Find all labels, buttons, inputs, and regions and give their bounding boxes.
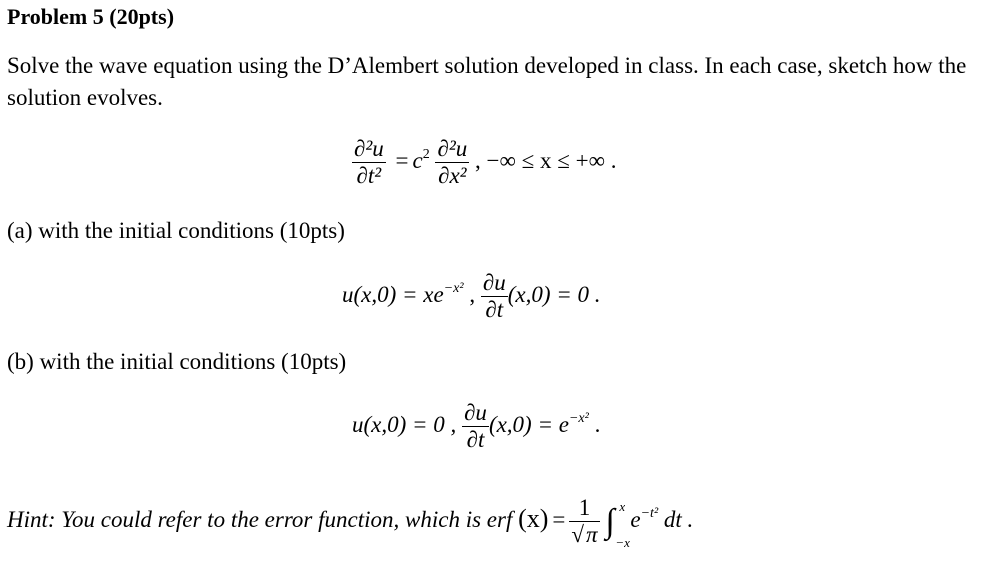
integral-lower-limit: −x [615,534,630,550]
part-a-conditions [342,270,601,323]
part-a-initial-displacement: u(x,0) = xe [342,281,444,307]
part-b-derivative-denominator: ∂t [462,426,489,453]
part-a-derivative-denominator: ∂t [481,296,508,323]
hint-prefactor [569,495,599,548]
part-a-derivative-fraction [481,270,508,323]
sqrt-icon: √ [571,522,585,547]
rhs-numerator: ∂²u [437,136,468,161]
rhs-fraction [435,136,469,189]
lhs-denominator: ∂t² [352,162,386,189]
problem-title: Problem 5 (20pts) [7,4,175,29]
integral-symbol: ∫ [605,502,615,540]
part-a-separator: , [469,281,476,307]
wave-speed-exponent: 2 [422,146,430,162]
integral-upper-limit: x [619,498,626,514]
integral-icon [605,498,630,550]
part-a-label: (a) with the initial conditions (10pts) [7,218,345,243]
domain-condition: , −∞ ≤ x ≤ +∞ . [474,147,617,173]
part-b-initial-velocity: (x,0) = e [488,411,569,437]
part-b-initial-displacement: u(x,0) = 0 , [352,411,457,437]
hint-differential: dt . [663,506,694,532]
hint-pi: π [586,522,598,547]
rhs-denominator: ∂x² [435,162,469,189]
hint-prefactor-denominator [569,521,599,548]
wave-speed: c [412,147,423,173]
part-b-end: . [594,411,601,437]
hint-integrand-exponent: −t² [640,505,659,521]
part-b-label: (b) with the initial conditions (10pts) [7,349,347,374]
lhs-numerator: ∂²u [354,136,384,161]
equals-sign: = [395,147,409,173]
part-a-initial-velocity: (x,0) = 0 . [507,281,601,307]
part-b-derivative-fraction [462,400,489,453]
hint-integrand: e [630,506,641,532]
hint-prefactor-numerator: 1 [578,495,591,520]
wave-equation [352,136,616,189]
part-a-exponent: −x² [443,280,464,296]
part-b-conditions [352,400,600,453]
part-a-derivative-numerator: ∂u [482,270,506,295]
hint-erf-argument: (x) [518,503,549,533]
hint-equals: = [552,506,566,532]
hint-line [7,495,693,548]
part-b-derivative-numerator: ∂u [464,400,487,425]
problem-intro: Solve the wave equation using the D’Alembert solution developed in class. In each case, sketch how the solution evolves. [7,53,967,110]
hint-text: Hint: You could refer to the error function, which is erf [7,506,513,532]
part-b-exponent: −x² [568,410,589,426]
lhs-fraction [352,136,386,189]
